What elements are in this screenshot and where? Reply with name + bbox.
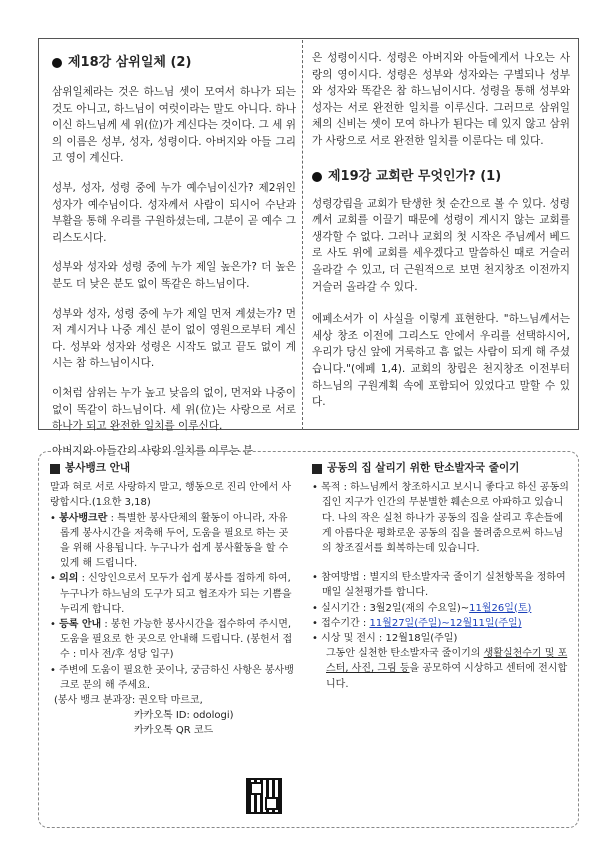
item-label: 목적 [321,482,341,494]
list-item: • 등록 안내 : 봉헌 가능한 봉사시간을 접수하여 주시면, 도움을 필요로 한 곳으로 안내해 드립니다. (봉헌서 접수 : 미사 전/후 성당 입구) [50,619,293,661]
carbon-heading [312,461,572,476]
item-text: : 특별한 봉사단체의 활동이 아니라, 자유롭게 봉사시간을 저축해 두어, 도움을 필요로 하는 곳을 위해 사용됩니다. 누구나가 쉽게 봉사활동을 할 수 있게 해 드립니다. [60,512,289,570]
contact-line: 카카오톡 ID: odologi) [134,710,234,722]
paragraph: 이처럼 삼위는 누가 높고 낮음의 없이, 먼저와 나중이 없이 똑같이 하느님이다. 세 위(位)는 사랑으로 서로 하나가 되고 완전한 일치를 이루신다. [52,386,296,433]
list-item: • 실시기간 : 3월2일(재의 수요일)~11월26일(토) [312,602,532,614]
paragraph: 삼위일체라는 것은 하느님 셋이 모여서 하나가 되는 것도 아니고, 하느님이 여럿이라는 말도 아니다. 하나이신 하느님께 세 위(位)가 계신다는 것이다. 그 세 위의 이름은 성부, 성자, 성령이다. 아버지와 아들 그리고 영이 계신다. [52,86,296,165]
item-label: 참여방법 [321,572,360,584]
list-item: • 주변에 도움이 필요한 곳이나, 궁금하신 사항은 봉사뱅크로 문의 해 주세요. [50,664,294,691]
lesson19-heading [312,168,570,186]
list-item: • 참여방법 : 별지의 탄소발자국 줄이기 실천항목을 정하여 매일 실천평가를 합니다. [312,572,566,599]
contact-line: 카카오톡 QR 코드 [134,725,214,737]
item-text: : 봉헌 가능한 봉사시간을 접수하여 주시면, 도움을 필요로 한 곳으로 안내해 드립니다. (봉헌서 접수 : 미사 전/후 성당 입구) [60,619,293,661]
item-text: : 별지의 탄소발자국 줄이기 실천항목을 정하여 매일 실천평가를 합니다. [322,572,566,599]
item-label: 의의 [59,573,79,585]
item-label: 실시기간 [321,602,360,614]
paragraph: 성부와 성자와 성령 중에 누가 제일 높은가? 더 높은 분도 더 낮은 분도 없이 똑같은 하느님이다. [52,261,296,290]
left-column [52,54,296,472]
lesson18-title: 제18강 삼위일체 (2) [68,55,192,70]
paragraph: 에페소서가 이 사실을 이렇게 표현한다. "하느님께서는 세상 창조 이전에 그리스도 안에서 우리를 선택하시어, 우리가 당신 앞에 거룩하고 흠 없는 사람이 되게 해 주셨습니다."(에페 1,4). 교회의 창립은 천지창조 이전부터 하느님의 구원계획 속에 포함되어 있었다고 말할 수 있다. [312,313,570,409]
item-label: 봉사뱅크란 [59,512,108,524]
item-label: 등록 안내 [59,619,102,631]
list-item: • 접수기간 : 11월27일(주일)~12월11일(주일) [312,617,522,629]
list-item: • 시상 및 전시 : 12월18일(주일) [312,633,458,645]
lesson19-title: 제19강 교회란 무엇인가? (1) [328,168,502,184]
paragraph: 아버지와 아들간의 사랑의 일치를 이루는 분 [52,444,254,457]
note-text: 을 공모하여 시상하고 센터에 전시합니다. [326,663,568,690]
item-text: : 하느님께서 창조하시고 보시니 좋다고 하신 공동의 집인 지구가 인간의 무분별한 훼손으로 아파하고 있습니다. 나의 작은 실천 하나가 공동의 집을 살리고 후손들에게 아름다운 평화로운 공동의 집을 물려줌으로써 하느님의 창조질서를 회복하는데 있습니다. [322,482,569,555]
list-item: • 의의 : 신앙인으로서 모두가 쉽게 봉사를 접하게 하여, 누구나가 하느님의 도구가 되고 협조자가 되는 기쁨을 누리게 합니다. [50,573,292,615]
bullet-icon [52,58,62,68]
kakao-qr-code[interactable] [246,778,282,814]
item-text: : 신앙인으로서 모두가 쉽게 봉사를 접하게 하여, 누구나가 하느님의 도구가 되고 협조자가 되는 기쁨을 누리게 합니다. [60,573,292,615]
note-underlined: 생활실천수기 및 포스터, 사진, 그림 등 [326,648,568,675]
bible-quote: 말과 혀로 서로 사랑하지 말고, 행동으로 진리 안에서 사랑합시다.(1요한 3,18) [50,482,292,509]
square-bullet-icon [50,464,60,474]
item-label: 접수기간 [321,617,360,629]
right-column [312,50,570,424]
paragraph: 성부, 성자, 성령 중에 누가 예수님이신가? 제2위인 성자가 예수님이다. 성자께서 사람이 되시어 수난과 부활을 통해 우리를 구원하셨는데, 그분이 곧 예수 그리스도시다. [52,181,296,244]
list-item: • 봉사뱅크란 : 특별한 봉사단체의 활동이 아니라, 자유롭게 봉사시간을 저축해 두어, 도움을 필요로 하는 곳을 위해 사용됩니다. 누구나가 쉽게 봉사활동을 할 수 있게 해 드립니다. [50,512,289,570]
note-text: 그동안 실천한 탄소발자국 줄이기의 [326,648,484,660]
paragraph: 성령강림을 교회가 탄생한 첫 순간으로 볼 수 있다. 성령께서 교회를 이끌기 때문에 성령이 계시지 않는 교회를 생각할 수 없다. 그러나 교회의 첫 시작은 주님께서 베드로 사도 위에 교회를 세우겠다고 말씀하신 때로 거슬러 올라갈 수 있고, 더 근원적으로 보면 천지창조 이전까지 거슬러 올라갈 수 있다. [312,197,570,293]
column-divider [302,40,303,430]
award-note [312,646,572,692]
item-text: : [359,617,370,629]
lesson18-heading [52,54,296,72]
contact-line: (봉사 뱅크 분과장: 권오탁 마르코, [54,695,203,707]
item-text: : 12월18일(주일) [375,633,458,645]
period-end: 11월26일(토) [469,602,532,614]
volunteer-bank-heading [50,461,294,476]
list-item: • 목적 : 하느님께서 창조하시고 보시니 좋다고 하신 공동의 집인 지구가 인간의 무분별한 훼손으로 아파하고 있습니다. 나의 작은 실천 하나가 공동의 집을 살리고 후손들에게 아름다운 평화로운 공동의 집을 물려줌으로써 하느님의 창조질서를 회복하는데 있습니다. [312,482,569,555]
carbon-footprint-section [312,461,572,692]
volunteer-bank-section [50,461,294,739]
volunteer-bank-title: 봉사뱅크 안내 [65,462,131,474]
paragraph: 은 성령이시다. 성령은 아버지와 아들에게서 나오는 사랑의 영이시다. 성령은 성부와 성자와는 구별되나 성부와 성자와 똑같은 참 하느님이시다. 성령을 통해 성부와 성자는 서로 완전한 일치를 이루신다. 그러므로 삼위일체의 신비는 셋이 모여 하나가 된다는 데 있지 않고 삼위가 사랑으로 서로 완전한 일치를 이룬다는 데 있다. [312,52,570,147]
item-label: 시상 및 전시 [321,633,376,645]
carbon-title: 공동의 집 살리기 위한 탄소발자국 줄이기 [327,462,520,474]
paragraph: 성부와 성자, 성령 중에 누가 제일 먼저 계셨는가? 먼저 계시거나 나중 계신 분이 없이 영원으로부터 계신다. 성부와 성자와 성령은 시작도 없고 끝도 없이 계시는 참 하느님이시다. [52,307,296,370]
item-text: : 3월2일(재의 수요일)~ [359,602,470,614]
item-text: 주변에 도움이 필요한 곳이나, 궁금하신 사항은 봉사뱅크로 문의 해 주세요. [59,664,294,691]
bullet-icon [312,172,322,182]
receipt-range: 11월27일(주일)~12월11일(주일) [369,617,522,629]
square-bullet-icon [312,464,322,474]
